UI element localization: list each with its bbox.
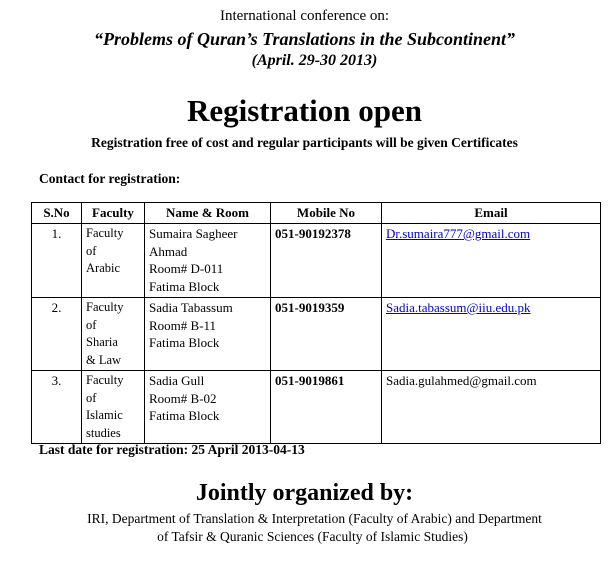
name-room-line: Room# B-11 (149, 317, 217, 333)
row-name-room (145, 224, 271, 298)
name-room-line: Room# D-011 (149, 261, 224, 276)
faculty-line: & Law (86, 352, 122, 367)
faculty-line: of (86, 317, 97, 332)
email-link[interactable]: Dr.sumaira777@gmail.com (386, 226, 531, 241)
row-faculty (82, 224, 145, 298)
faculty-line: studies (86, 425, 121, 440)
row-faculty (82, 298, 145, 371)
name-room-line: Sumaira Sagheer (149, 226, 238, 241)
faculty-line: Islamic (86, 408, 123, 422)
table-row (32, 371, 601, 444)
jointly-organized-heading: Jointly organized by: (195, 480, 414, 506)
row-mobile: 051-9019861 (271, 371, 382, 444)
table-row (32, 224, 601, 298)
row-email (382, 298, 601, 371)
faculty-line: Faculty (86, 226, 124, 240)
faculty-line: of (86, 390, 97, 405)
header-faculty: Faculty (82, 203, 145, 224)
row-mobile: 051-90192378 (271, 224, 382, 298)
row-name-room (145, 371, 271, 444)
row-email (382, 371, 601, 444)
faculty-line: Faculty (86, 373, 124, 387)
row-sno: 1. (32, 224, 82, 298)
name-room-line: Fatima Block (149, 278, 220, 294)
registration-free-note: Registration free of cost and regular participants will be given Certificates (91, 135, 518, 150)
email-link[interactable]: Sadia.tabassum@iiu.edu.pk (386, 300, 531, 315)
row-sno: 2. (32, 298, 82, 371)
conference-intro: International conference on: (219, 8, 390, 24)
conference-dates: (April. 29-30 2013) (251, 52, 378, 69)
table-row (32, 298, 601, 371)
name-room-line: Room# B-02 (149, 390, 217, 406)
row-mobile: 051-9019359 (271, 298, 382, 371)
row-faculty (82, 371, 145, 444)
header-sno: S.No (32, 203, 82, 224)
name-room-line: Fatima Block (149, 335, 220, 350)
organizers-line: IRI, Department of Translation & Interpretation (Faculty of Arabic) and Department (87, 511, 542, 526)
row-email (382, 224, 601, 298)
organizers-line: of Tafsir & Quranic Sciences (Faculty of Islamic Studies) (157, 529, 468, 544)
name-room-line: Ahmad (149, 243, 188, 259)
faculty-line: Faculty (86, 300, 124, 314)
header-email: Email (382, 203, 601, 224)
table-header-row (32, 203, 601, 224)
header-mobile: Mobile No (271, 203, 382, 224)
row-name-room (145, 298, 271, 371)
header-name-room: Name & Room (145, 203, 271, 224)
name-room-line: Sadia Gull (149, 373, 205, 388)
conference-title: “Problems of Quran’s Translations in the Subcontinent” (93, 29, 516, 49)
email-text: Sadia.gulahmed@gmail.com (386, 373, 537, 388)
faculty-line: Arabic (86, 261, 121, 275)
registration-contact-table (31, 202, 601, 444)
faculty-line: Sharia (86, 335, 118, 349)
name-room-line: Sadia Tabassum (149, 300, 233, 315)
registration-deadline: Last date for registration: 25 April 2013-04-13 (39, 442, 305, 457)
faculty-line: of (86, 243, 97, 258)
name-room-line: Fatima Block (149, 408, 220, 423)
row-sno: 3. (32, 371, 82, 444)
registration-open-heading: Registration open (186, 93, 423, 128)
contact-label: Contact for registration: (39, 171, 181, 186)
